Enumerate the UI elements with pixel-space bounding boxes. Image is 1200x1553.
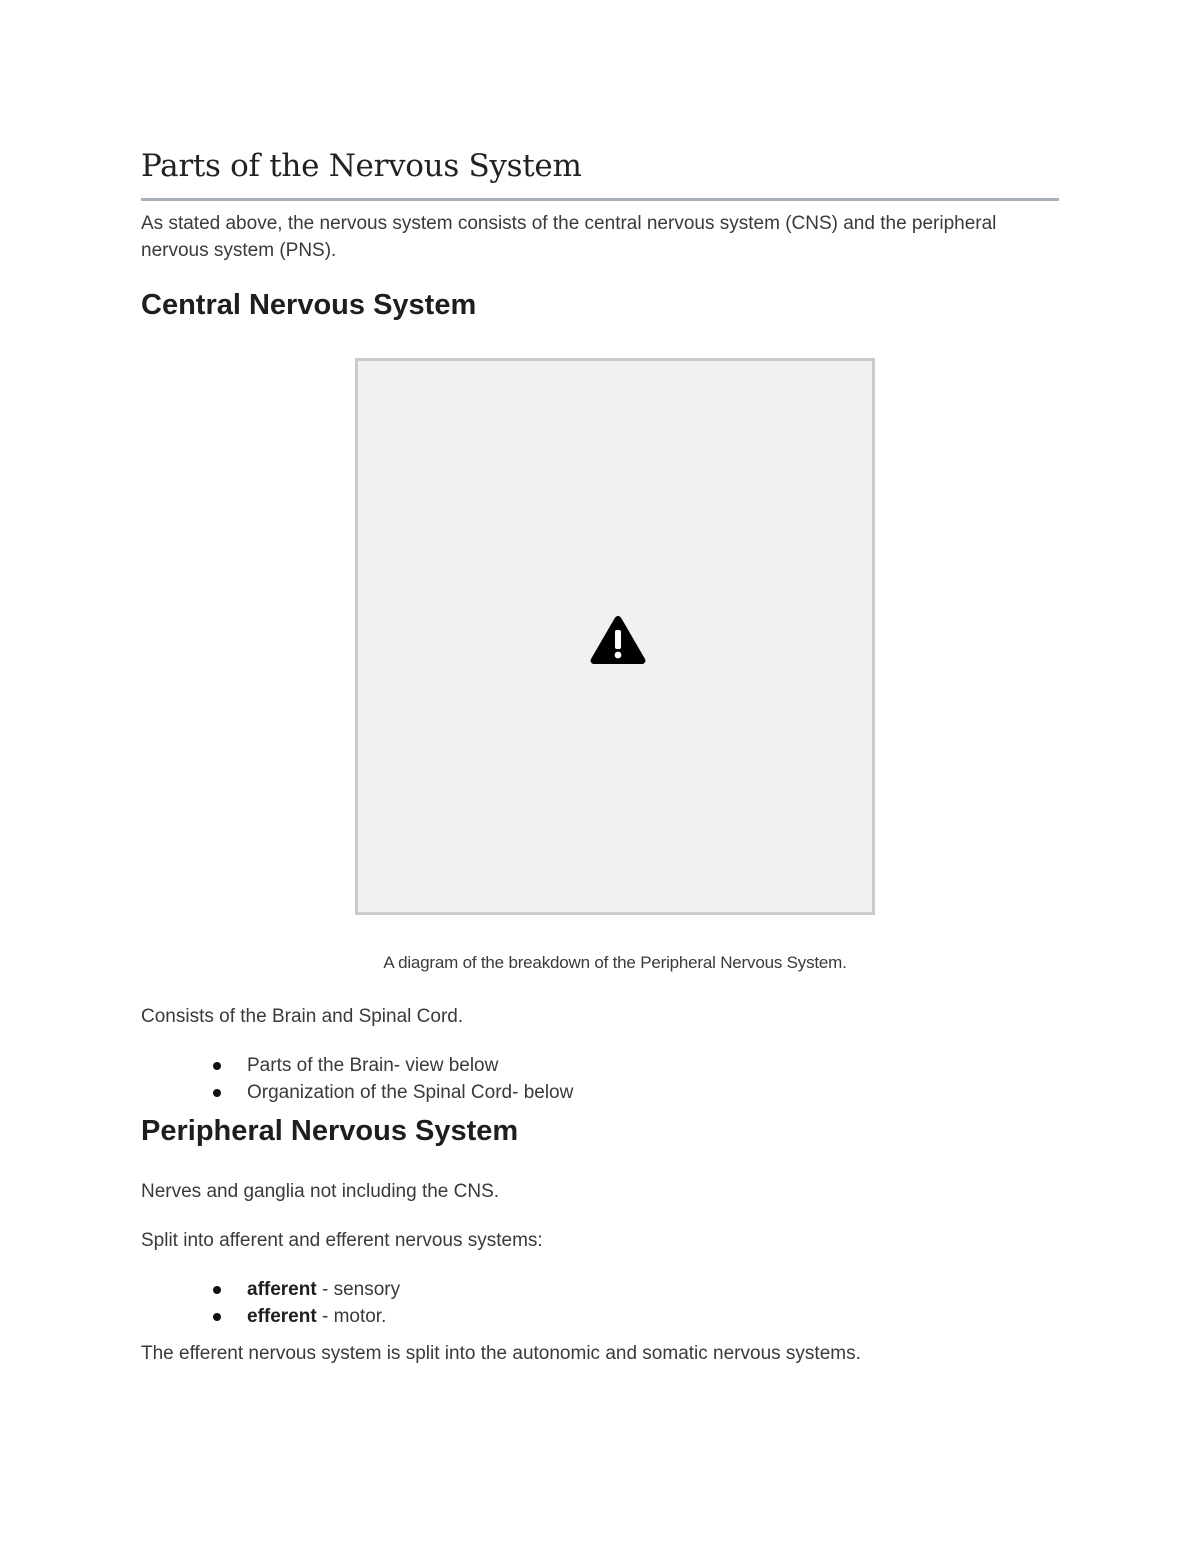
cns-heading: Central Nervous System (141, 289, 477, 321)
bullet-icon (213, 1313, 221, 1321)
term-afferent: afferent (247, 1279, 317, 1300)
figure-caption: A diagram of the breakdown of the Peripheral Nervous System. (383, 953, 847, 972)
title-divider (141, 198, 1059, 201)
bullet-icon (213, 1089, 221, 1097)
warning-icon (589, 614, 647, 666)
list-item-text: Parts of the Brain- view below (247, 1055, 499, 1076)
bullet-icon (213, 1286, 221, 1294)
list-item-text: Organization of the Spinal Cord- below (247, 1082, 574, 1103)
term-efferent: efferent (247, 1306, 317, 1327)
closing-paragraph: The efferent nervous system is split into the autonomic and somatic nervous systems. (141, 1343, 861, 1364)
page-title: Parts of the Nervous System (141, 148, 582, 184)
list-item (213, 1079, 573, 1106)
pns-heading: Peripheral Nervous System (141, 1115, 519, 1147)
list-item (213, 1303, 400, 1330)
bullet-icon (213, 1062, 221, 1070)
pns-split-text: Split into afferent and efferent nervous systems: (141, 1230, 543, 1251)
term-definition: - sensory (316, 1279, 401, 1300)
cns-description: Consists of the Brain and Spinal Cord. (141, 1006, 464, 1027)
intro-paragraph: As stated above, the nervous system consists of the central nervous system (CNS) and the peripheral nervous system (PNS). (141, 213, 997, 261)
list-item (213, 1276, 400, 1303)
pns-description: Nerves and ganglia not including the CNS. (141, 1181, 500, 1202)
list-item (213, 1052, 573, 1079)
term-definition: - motor. (316, 1306, 387, 1327)
pns-bullet-list (213, 1276, 400, 1330)
cns-bullet-list (213, 1052, 573, 1106)
broken-image-placeholder (355, 358, 875, 915)
